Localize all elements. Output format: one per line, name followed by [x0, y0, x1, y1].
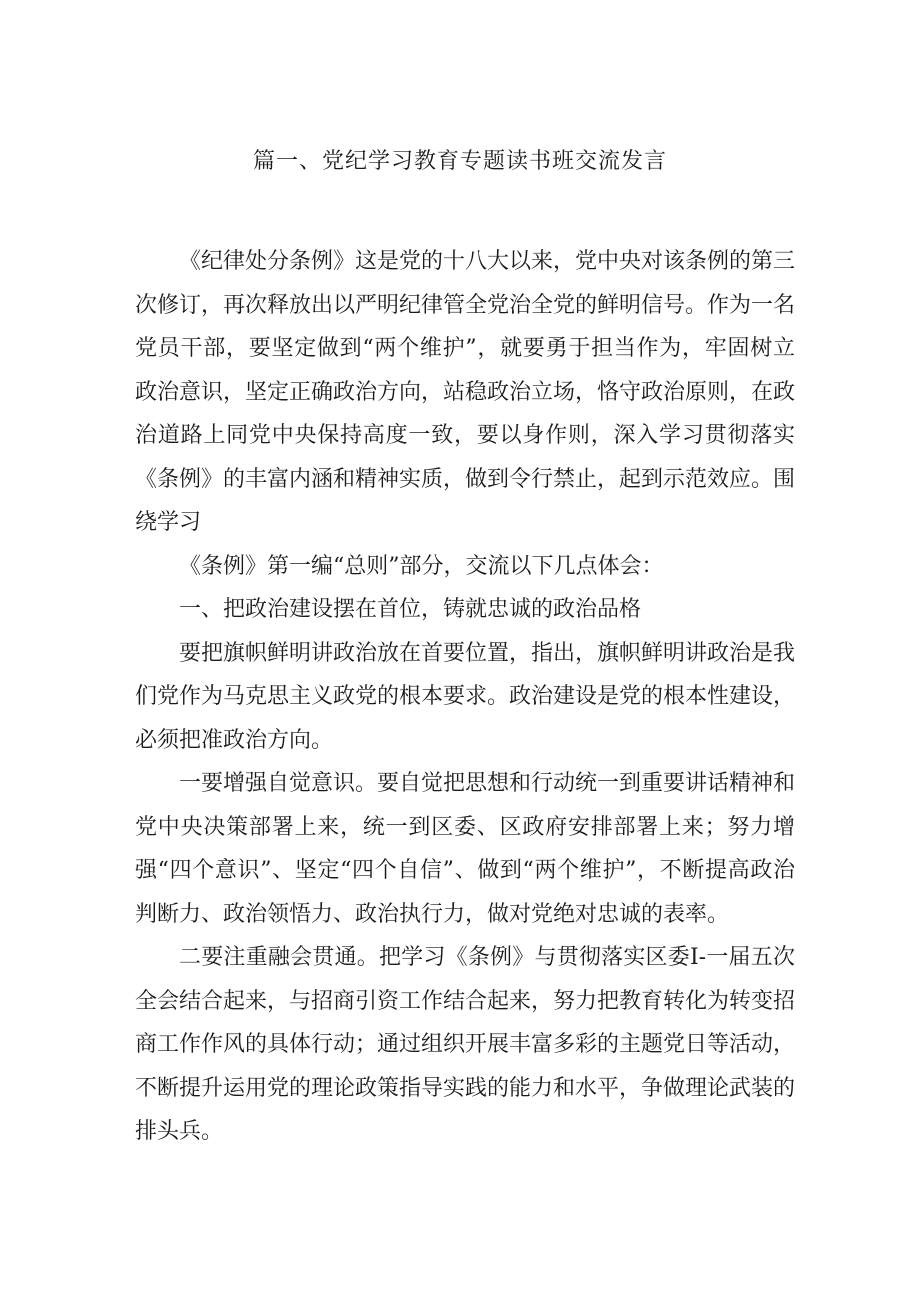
paragraph-overview: 《条例》第一编“总则”部分，交流以下几点体会： — [179, 553, 664, 579]
paragraph-point-2: 二要注重融会贯通。把学习《条例》与贯彻落实区委I-一届五次全会结合起来，与招商引资工作结合起来，努力把教育转化为转变招商工作作风的具体行动；通过组织开展丰富多彩的主题党日等活动，不断提升运用党的理论政策指导实践的能力和水平，争做理论武装的排头兵。 — [135, 945, 796, 1144]
paragraph-intro: 《纪律处分条例》这是党的十八大以来，党中央对该条例的第三次修订，再次释放出以严明纪律管全党治全党的鲜明信号。作为一名党员干部，要坚定做到“两个维护”，就要勇于担当作为，牢固树立政治意识，坚定正确政治方向，站稳政治立场，恪守政治原则，在政治道路上同党中央保持高度一致，要以身作则，深入学习贯彻落实《条例》的丰富内涵和精神实质，做到令行禁止，起到示范效应。围绕学习 — [135, 249, 796, 535]
paragraph-political-requirement: 要把旗帜鲜明讲政治放在首要位置，指出，旗帜鲜明讲政治是我们党作为马克思主义政党的根本要求。政治建设是党的根本性建设，必须把准政治方向。 — [135, 640, 796, 753]
document-title: 篇一、党纪学习教育专题读书班交流发言 — [252, 149, 667, 174]
section-heading-1: 一、把政治建设摆在首位，铸就忠诚的政治品格 — [179, 597, 642, 622]
paragraph-point-1: 一要增强自觉意识。要自觉把思想和行动统一到重要讲话精神和党中央决策部署上来，统一到区委、区政府安排部署上来；努力增强“四个意识”、坚定“四个自信”、做到“两个维护”，不断提高政治判断力、政治领悟力、政治执行力，做对党绝对忠诚的表率。 — [135, 771, 796, 927]
document-body — [135, 240, 795, 1154]
